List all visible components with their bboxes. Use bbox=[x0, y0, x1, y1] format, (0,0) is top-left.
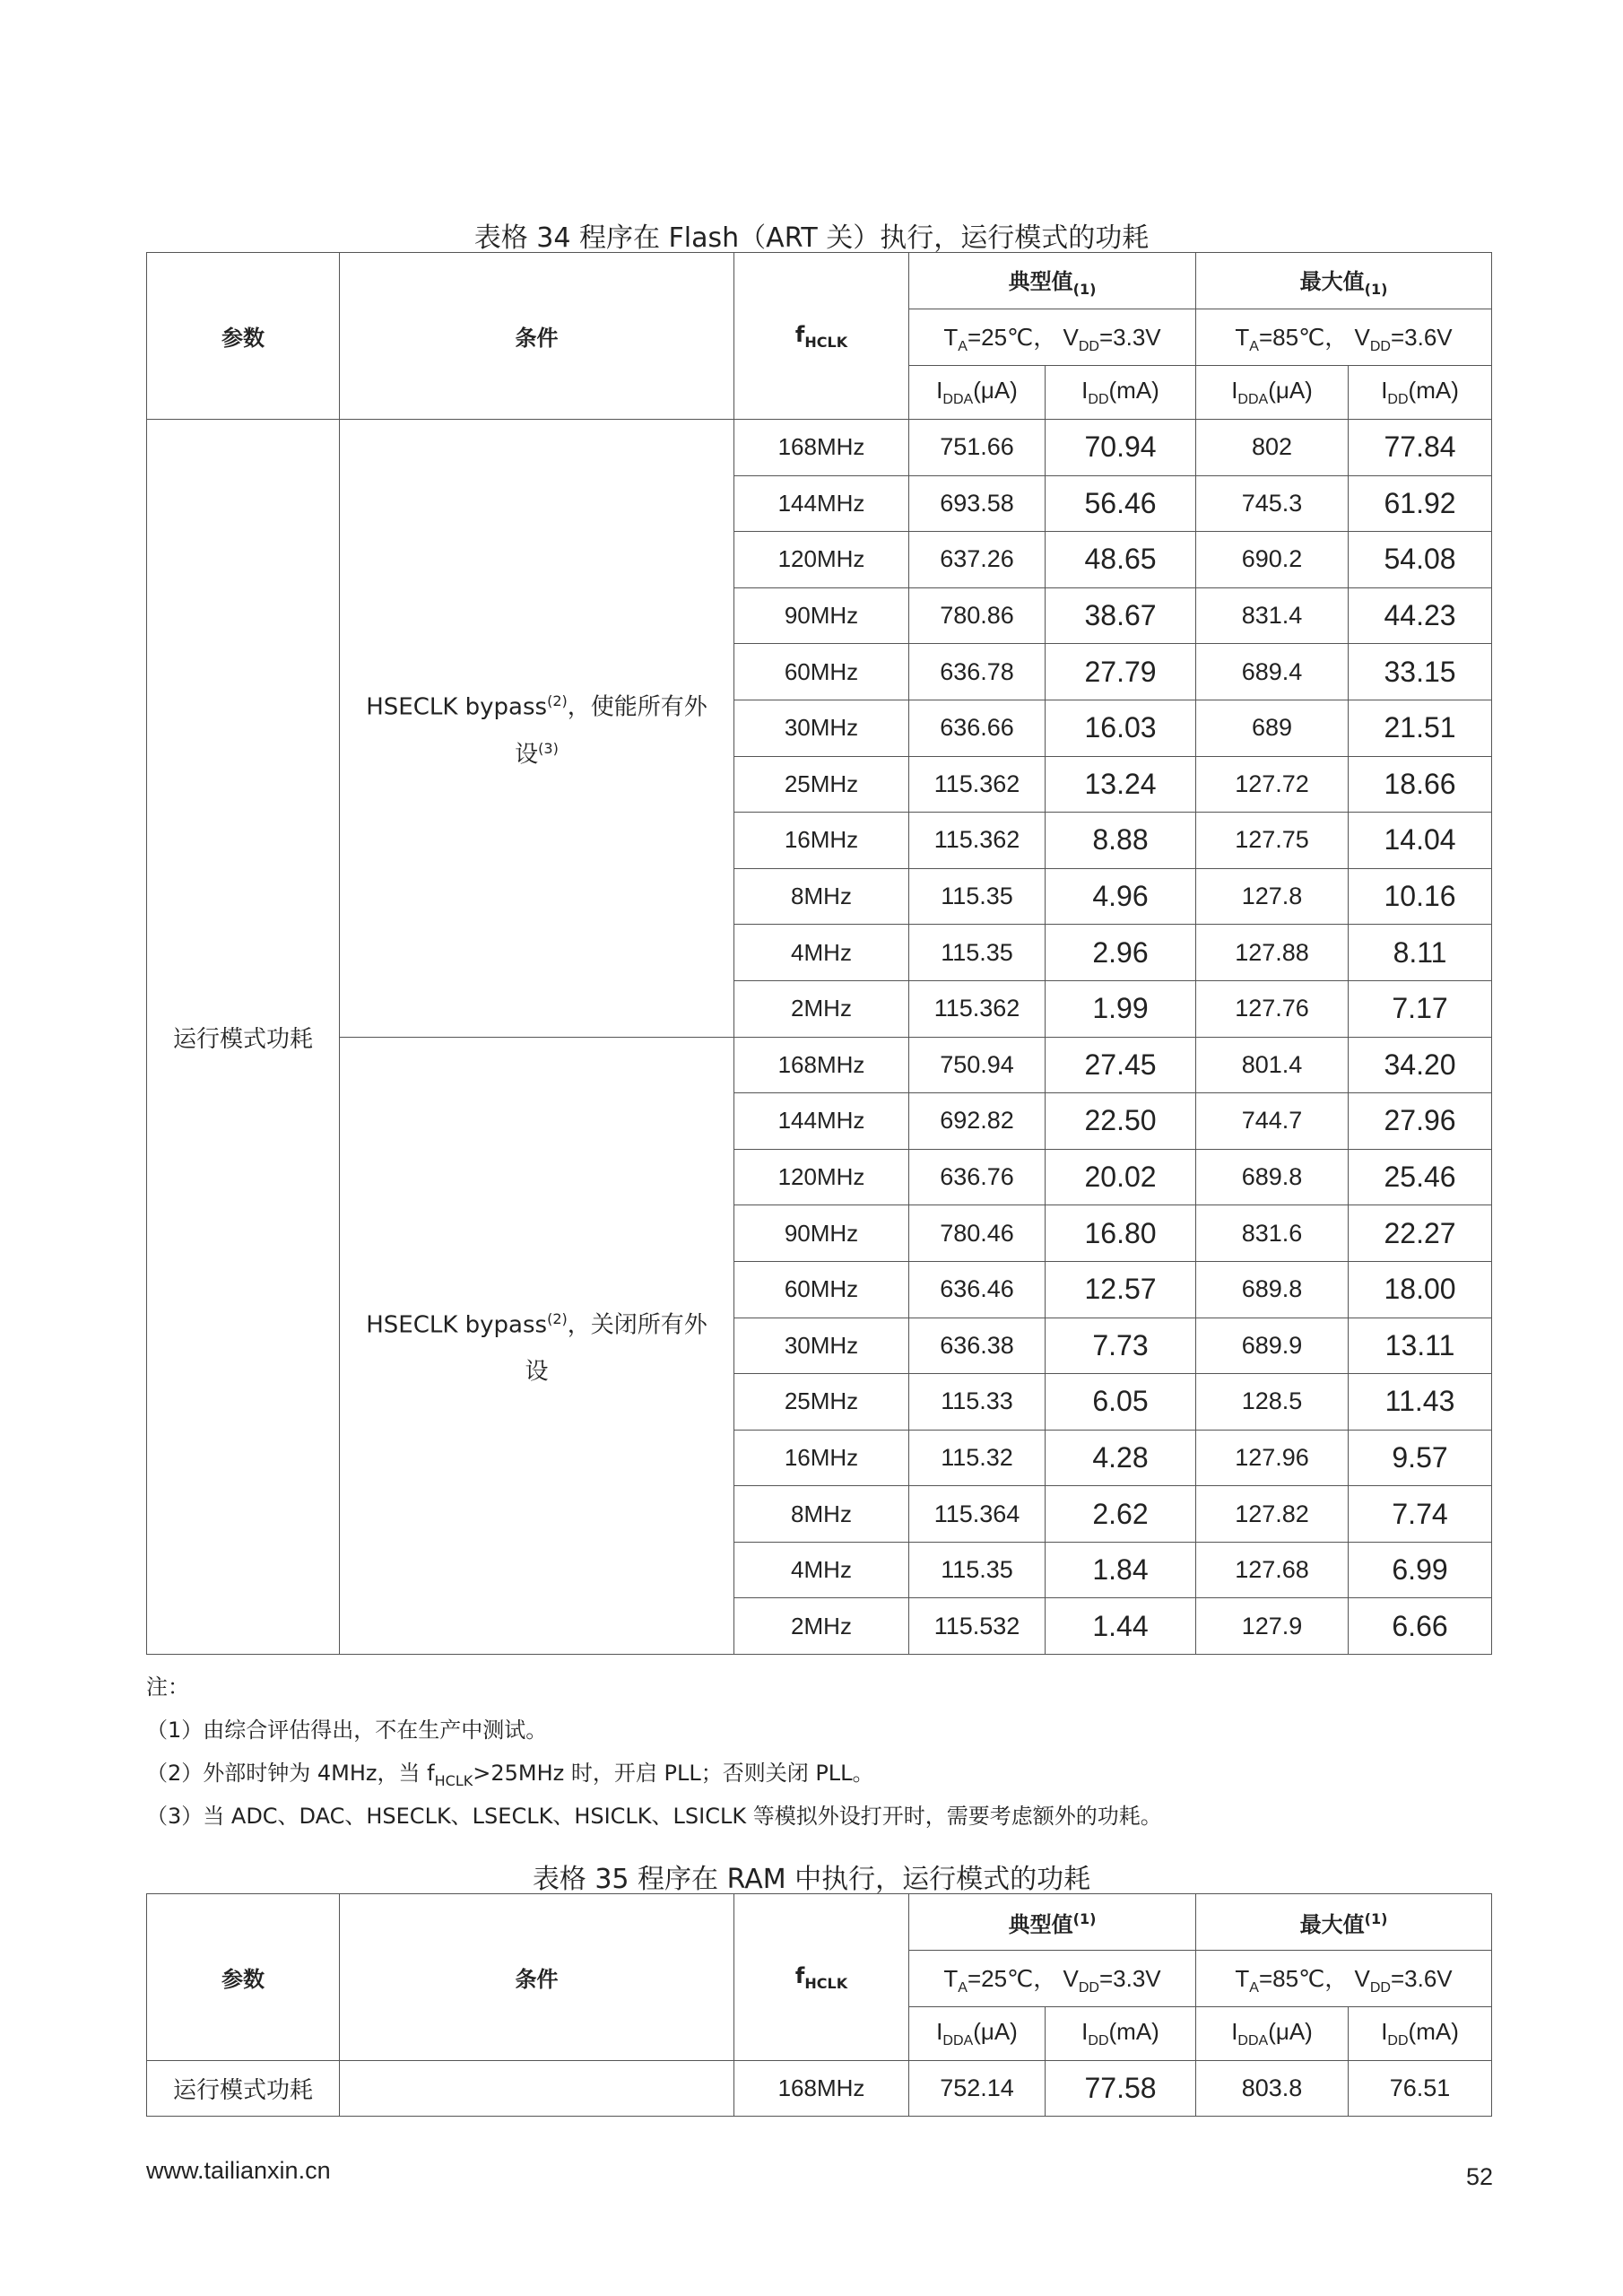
max-idda-cell: 803.8 bbox=[1196, 2061, 1349, 2117]
max-idd-cell: 11.43 bbox=[1349, 1374, 1492, 1431]
typ-idda-header: $I_{DDA}(\mu A)$ bbox=[909, 2007, 1046, 2061]
typ-idda-cell: 115.33 bbox=[909, 1374, 1046, 1431]
typ-idd-cell: 1.84 bbox=[1046, 1542, 1196, 1598]
max-idda-cell: 127.8 bbox=[1196, 868, 1349, 925]
max-idd-cell: 18.00 bbox=[1349, 1261, 1492, 1318]
max-idda-cell: 127.82 bbox=[1196, 1486, 1349, 1543]
typ-idda-cell: 115.532 bbox=[909, 1598, 1046, 1655]
typ-idd-cell: 48.65 bbox=[1046, 532, 1196, 588]
typ-idd-header: $I_{DD}(mA)$ bbox=[1046, 2007, 1196, 2061]
typ-idd-cell: 16.80 bbox=[1046, 1205, 1196, 1262]
max-idda-cell: 127.9 bbox=[1196, 1598, 1349, 1655]
table-row bbox=[147, 2061, 1492, 2117]
max-idd-cell: 77.84 bbox=[1349, 420, 1492, 476]
frequency-cell: 8MHz bbox=[734, 868, 909, 925]
note-2: （2）外部时钟为 4MHz，当 $f_{HCLK}>25MHz$ 时，开启 PLL；否则关闭 PLL。 bbox=[146, 1761, 874, 1789]
table-34 bbox=[146, 252, 1492, 1655]
typ-idda-cell: 637.26 bbox=[909, 532, 1046, 588]
typ-idd-cell: 1.44 bbox=[1046, 1598, 1196, 1655]
max-idda-cell: 744.7 bbox=[1196, 1093, 1349, 1150]
max-idd-cell: 33.15 bbox=[1349, 644, 1492, 700]
typ-idd-cell: 38.67 bbox=[1046, 587, 1196, 644]
typ-idd-cell: 56.46 bbox=[1046, 475, 1196, 532]
typ-idda-cell: 780.46 bbox=[909, 1205, 1046, 1262]
param-cell: 运行模式功耗 bbox=[147, 420, 340, 1655]
max-idda-cell: 689.8 bbox=[1196, 1149, 1349, 1205]
frequency-cell: 25MHz bbox=[734, 1374, 909, 1431]
max-idd-cell: 27.96 bbox=[1349, 1093, 1492, 1150]
typ-idd-cell: 8.88 bbox=[1046, 813, 1196, 869]
typ-idd-cell: 22.50 bbox=[1046, 1093, 1196, 1150]
typ-idda-cell: 692.82 bbox=[909, 1093, 1046, 1150]
max-idda-cell: 127.88 bbox=[1196, 925, 1349, 981]
typ-idda-cell: 693.58 bbox=[909, 475, 1046, 532]
max-idda-cell: 689.8 bbox=[1196, 1261, 1349, 1318]
table-row bbox=[147, 1037, 1492, 1093]
frequency-cell: 30MHz bbox=[734, 1318, 909, 1374]
frequency-cell: 4MHz bbox=[734, 925, 909, 981]
condition-cell: HSECLK bypass$^{(2)}$，使能所有外 设$^{(3)}$ bbox=[340, 420, 734, 1038]
frequency-cell: 144MHz bbox=[734, 1093, 909, 1150]
typ-idd-header: $I_{DD}(mA)$ bbox=[1046, 366, 1196, 420]
table-notes bbox=[146, 1665, 1491, 1838]
typ-idd-cell: 2.96 bbox=[1046, 925, 1196, 981]
max-idd-cell: 76.51 bbox=[1349, 2061, 1492, 2117]
max-idda-cell: 802 bbox=[1196, 420, 1349, 476]
note-1: （1）由综合评估得出，不在生产中测试。 bbox=[146, 1718, 548, 1743]
frequency-cell: 168MHz bbox=[734, 1037, 909, 1093]
max-idd-cell: 13.11 bbox=[1349, 1318, 1492, 1374]
frequency-cell: 16MHz bbox=[734, 813, 909, 869]
max-idda-cell: 831.4 bbox=[1196, 587, 1349, 644]
param-header: 参数 bbox=[147, 253, 340, 420]
max-idd-header: $I_{DD}(mA)$ bbox=[1349, 2007, 1492, 2061]
condition-header: 条件 bbox=[340, 1894, 734, 2061]
frequency-cell: 2MHz bbox=[734, 980, 909, 1037]
frequency-cell: 168MHz bbox=[734, 2061, 909, 2117]
frequency-cell: 4MHz bbox=[734, 1542, 909, 1598]
max-idd-cell: 7.74 bbox=[1349, 1486, 1492, 1543]
notes-title: 注： bbox=[146, 1674, 189, 1700]
typ-idda-cell: 115.364 bbox=[909, 1486, 1046, 1543]
typ-idda-cell: 636.76 bbox=[909, 1149, 1046, 1205]
param-header: 参数 bbox=[147, 1894, 340, 2061]
max-idda-cell: 127.96 bbox=[1196, 1430, 1349, 1486]
max-header: 最大值$^{(1)}$ bbox=[1196, 1894, 1492, 1951]
fhclk-header: $f_{HCLK}$ bbox=[734, 1894, 909, 2061]
typ-condition: $T_A=25℃$， $V_{DD}=3.3V$ bbox=[909, 1951, 1196, 2007]
frequency-cell: 90MHz bbox=[734, 1205, 909, 1262]
max-idda-header: $I_{DDA}(\mu A)$ bbox=[1196, 2007, 1349, 2061]
typ-idda-cell: 115.32 bbox=[909, 1430, 1046, 1486]
frequency-cell: 16MHz bbox=[734, 1430, 909, 1486]
max-idd-cell: 6.66 bbox=[1349, 1598, 1492, 1655]
table-35-caption: 表格 35 程序在 RAM 中执行，运行模式的功耗 bbox=[532, 1864, 1091, 1895]
max-idda-cell: 127.75 bbox=[1196, 813, 1349, 869]
frequency-cell: 168MHz bbox=[734, 420, 909, 476]
frequency-cell: 30MHz bbox=[734, 700, 909, 756]
typ-idda-header: $I_{DDA}(\mu A)$ bbox=[909, 366, 1046, 420]
typ-idd-cell: 4.96 bbox=[1046, 868, 1196, 925]
typ-idd-cell: 13.24 bbox=[1046, 756, 1196, 813]
max-idda-cell: 801.4 bbox=[1196, 1037, 1349, 1093]
max-header: 最大值$_{(1)}$ bbox=[1196, 253, 1492, 309]
fhclk-header: $f_{HCLK}$ bbox=[734, 253, 909, 420]
typ-idd-cell: 1.99 bbox=[1046, 980, 1196, 1037]
typ-idd-cell: 27.79 bbox=[1046, 644, 1196, 700]
max-idd-cell: 61.92 bbox=[1349, 475, 1492, 532]
max-idd-cell: 6.99 bbox=[1349, 1542, 1492, 1598]
typ-idda-cell: 636.38 bbox=[909, 1318, 1046, 1374]
condition-cell: HSECLK bypass$^{(2)}$，关闭所有外 设 bbox=[340, 1037, 734, 1655]
typ-condition: $T_A=25℃$， $V_{DD}=3.3V$ bbox=[909, 309, 1196, 366]
typ-idd-cell: 6.05 bbox=[1046, 1374, 1196, 1431]
max-idd-cell: 44.23 bbox=[1349, 587, 1492, 644]
typ-idda-cell: 780.86 bbox=[909, 587, 1046, 644]
param-cell: 运行模式功耗 bbox=[147, 2061, 340, 2117]
condition-cell bbox=[340, 2061, 734, 2117]
typ-idd-cell: 77.58 bbox=[1046, 2061, 1196, 2117]
max-idd-cell: 7.17 bbox=[1349, 980, 1492, 1037]
typ-idda-cell: 115.362 bbox=[909, 980, 1046, 1037]
typ-idda-cell: 115.362 bbox=[909, 813, 1046, 869]
max-idda-cell: 831.6 bbox=[1196, 1205, 1349, 1262]
note-3: （3）当 ADC、DAC、HSECLK、LSECLK、HSICLK、LSICLK 等模拟外设打开时，需要考虑额外的功耗。 bbox=[146, 1804, 1162, 1829]
typ-idd-cell: 27.45 bbox=[1046, 1037, 1196, 1093]
typ-idda-cell: 115.35 bbox=[909, 925, 1046, 981]
typ-idd-cell: 7.73 bbox=[1046, 1318, 1196, 1374]
table-row bbox=[147, 420, 1492, 476]
typ-idda-cell: 750.94 bbox=[909, 1037, 1046, 1093]
typ-idda-cell: 115.35 bbox=[909, 868, 1046, 925]
typ-idd-cell: 20.02 bbox=[1046, 1149, 1196, 1205]
max-idda-cell: 745.3 bbox=[1196, 475, 1349, 532]
typ-idda-cell: 636.46 bbox=[909, 1261, 1046, 1318]
typ-idd-cell: 12.57 bbox=[1046, 1261, 1196, 1318]
condition-header: 条件 bbox=[340, 253, 734, 420]
frequency-cell: 60MHz bbox=[734, 1261, 909, 1318]
max-idda-cell: 689 bbox=[1196, 700, 1349, 756]
footer-url: www.tailianxin.cn bbox=[146, 2157, 331, 2184]
frequency-cell: 90MHz bbox=[734, 587, 909, 644]
frequency-cell: 120MHz bbox=[734, 532, 909, 588]
frequency-cell: 144MHz bbox=[734, 475, 909, 532]
max-idd-cell: 9.57 bbox=[1349, 1430, 1492, 1486]
typ-header: 典型值$_{(1)}$ bbox=[909, 253, 1196, 309]
max-idda-cell: 689.9 bbox=[1196, 1318, 1349, 1374]
typ-idda-cell: 636.78 bbox=[909, 644, 1046, 700]
typ-idd-cell: 2.62 bbox=[1046, 1486, 1196, 1543]
table-35 bbox=[146, 1893, 1492, 2117]
max-idd-cell: 25.46 bbox=[1349, 1149, 1492, 1205]
typ-idda-cell: 751.66 bbox=[909, 420, 1046, 476]
max-idd-cell: 14.04 bbox=[1349, 813, 1492, 869]
frequency-cell: 2MHz bbox=[734, 1598, 909, 1655]
max-idda-cell: 127.76 bbox=[1196, 980, 1349, 1037]
max-idda-cell: 127.72 bbox=[1196, 756, 1349, 813]
table-34-caption: 表格 34 程序在 Flash（ART 关）执行，运行模式的功耗 bbox=[473, 222, 1150, 254]
max-idda-cell: 690.2 bbox=[1196, 532, 1349, 588]
typ-idda-cell: 752.14 bbox=[909, 2061, 1046, 2117]
max-idda-cell: 128.5 bbox=[1196, 1374, 1349, 1431]
typ-idd-cell: 16.03 bbox=[1046, 700, 1196, 756]
max-condition: $T_A=85℃$， $V_{DD}=3.6V$ bbox=[1196, 309, 1492, 366]
frequency-cell: 60MHz bbox=[734, 644, 909, 700]
frequency-cell: 120MHz bbox=[734, 1149, 909, 1205]
frequency-cell: 25MHz bbox=[734, 756, 909, 813]
typ-idda-cell: 115.35 bbox=[909, 1542, 1046, 1598]
frequency-cell: 8MHz bbox=[734, 1486, 909, 1543]
typ-idda-cell: 636.66 bbox=[909, 700, 1046, 756]
max-idd-header: $I_{DD}(mA)$ bbox=[1349, 366, 1492, 420]
max-idd-cell: 54.08 bbox=[1349, 532, 1492, 588]
typ-idd-cell: 4.28 bbox=[1046, 1430, 1196, 1486]
max-idd-cell: 18.66 bbox=[1349, 756, 1492, 813]
max-idd-cell: 10.16 bbox=[1349, 868, 1492, 925]
max-idd-cell: 22.27 bbox=[1349, 1205, 1492, 1262]
max-idda-cell: 689.4 bbox=[1196, 644, 1349, 700]
page-number: 52 bbox=[1465, 2163, 1493, 2190]
max-idd-cell: 8.11 bbox=[1349, 925, 1492, 981]
max-idd-cell: 34.20 bbox=[1349, 1037, 1492, 1093]
max-idd-cell: 21.51 bbox=[1349, 700, 1492, 756]
max-idda-header: $I_{DDA}(\mu A)$ bbox=[1196, 366, 1349, 420]
typ-idda-cell: 115.362 bbox=[909, 756, 1046, 813]
typ-header: 典型值$^{(1)}$ bbox=[909, 1894, 1196, 1951]
typ-idd-cell: 70.94 bbox=[1046, 420, 1196, 476]
max-condition: $T_A=85℃$， $V_{DD}=3.6V$ bbox=[1196, 1951, 1492, 2007]
max-idda-cell: 127.68 bbox=[1196, 1542, 1349, 1598]
